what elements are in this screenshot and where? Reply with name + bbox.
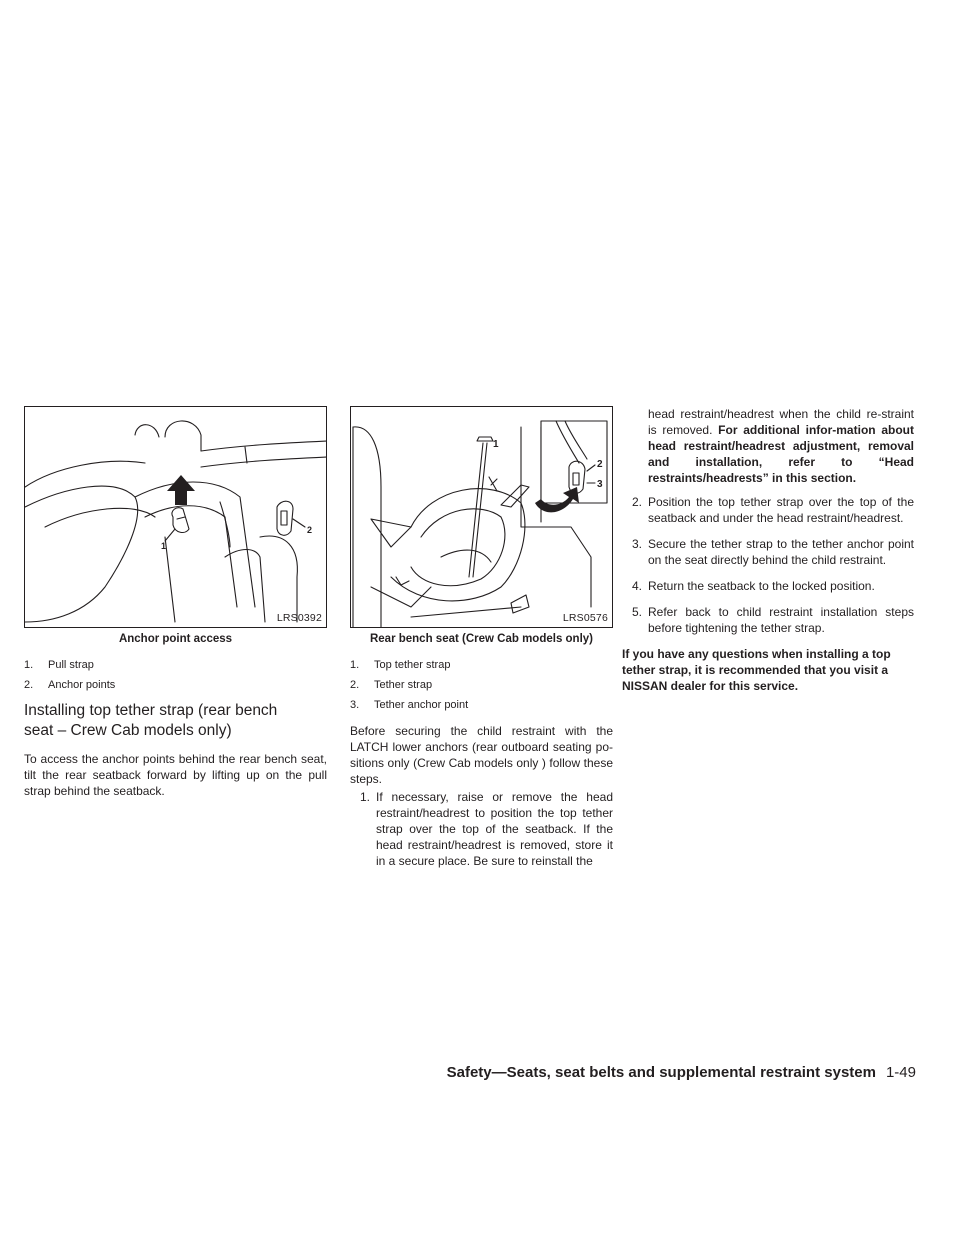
legend-text: Anchor points (48, 679, 116, 691)
legend-number: 1. (350, 659, 360, 671)
footer-section-title: Safety—Seats, seat belts and supplemental restraint system (446, 1064, 876, 1081)
anchor-point-drawing (25, 407, 327, 628)
figure-legend (350, 655, 613, 715)
step-number: 2. (632, 495, 643, 509)
step-number: 1. (360, 790, 371, 804)
callout-1: 1 (161, 541, 167, 551)
step-number: 4. (632, 579, 643, 593)
rear-bench-drawing (351, 407, 613, 628)
step-1-continuation-text: head restraint/headrest when the child re-straint is removed. (648, 407, 914, 437)
intro-paragraph: To access the anchor points behind the rear bench seat, tilt the rear seatback forward by lifting up on the pull strap behind the seatback. (24, 752, 327, 798)
legend-item (24, 675, 327, 695)
legend-item (350, 655, 613, 675)
step-item (622, 536, 914, 568)
step-item (622, 604, 914, 636)
legend-number: 1. (24, 659, 34, 671)
figure-caption: Rear bench seat (Crew Cab models only) (369, 633, 594, 645)
steps-list-continued (622, 494, 914, 636)
callout-1: 1 (493, 439, 499, 450)
step-text: Secure the tether strap to the tether anchor point on the seat directly behind the child restraint. (648, 537, 914, 567)
legend-item (350, 675, 613, 695)
callout-3: 3 (597, 479, 603, 490)
rear-bench-illustration (350, 406, 613, 628)
steps-list (350, 789, 613, 869)
legend-number: 3. (350, 699, 360, 711)
step-text: Return the seatback to the locked position. (648, 579, 875, 593)
step-1-reference-note: For additional infor-mation about head restraint/headrest adjustment, removal and installation, refer to “Head restraints/headrests” in this section. (648, 423, 914, 485)
left-column (24, 406, 327, 799)
legend-text: Tether strap (374, 679, 433, 691)
callout-2: 2 (307, 525, 313, 535)
right-column (622, 406, 914, 694)
step-text: Refer back to child restraint installation steps before tightening the tether strap. (648, 605, 914, 635)
section-title-line-2: seat – Crew Cab models only) (24, 722, 232, 739)
step-item (350, 789, 613, 869)
steps-intro-paragraph: Before securing the child restraint with the LATCH lower anchors (rear outboard seating po-sitions only (Crew Cab models only ) follow these steps. (350, 724, 613, 786)
pull-up-arrow-icon (167, 475, 195, 505)
page-number: 1-49 (885, 1064, 916, 1081)
step-text: If necessary, raise or remove the head restraint/headrest to position the top tether strap over the top of the seatback. If the head restraint/headrest is removed, store it in a secure place. Be sure to reinstall the (376, 790, 613, 868)
legend-text: Top tether strap (374, 659, 451, 671)
legend-number: 2. (24, 679, 34, 691)
callout-2: 2 (597, 459, 603, 470)
legend-item (350, 695, 613, 715)
anchor-point-illustration (24, 406, 327, 628)
legend-number: 2. (350, 679, 360, 691)
legend-item (24, 655, 327, 675)
step-item (622, 494, 914, 526)
step-number: 3. (632, 537, 643, 551)
figure-legend (24, 655, 327, 695)
figure-code: LRS0392 (276, 612, 322, 624)
step-text: Position the top tether strap over the top of the seatback and under the head restraint/headrest. (648, 495, 914, 525)
step-1-continuation (622, 406, 914, 486)
middle-column (350, 406, 613, 879)
legend-text: Tether anchor point (374, 699, 469, 711)
section-title (24, 701, 327, 741)
figure-caption: Anchor point access (118, 633, 233, 645)
step-number: 5. (632, 605, 643, 619)
step-item (622, 578, 914, 594)
page-footer (447, 1064, 916, 1081)
section-title-line-1: Installing top tether strap (rear bench (24, 702, 278, 719)
legend-text: Pull strap (48, 659, 94, 671)
figure-code: LRS0576 (562, 612, 608, 624)
dealer-advice-note: If you have any questions when installing a top tether strap, it is recommended that you visit a NISSAN dealer for this service. (622, 647, 891, 693)
